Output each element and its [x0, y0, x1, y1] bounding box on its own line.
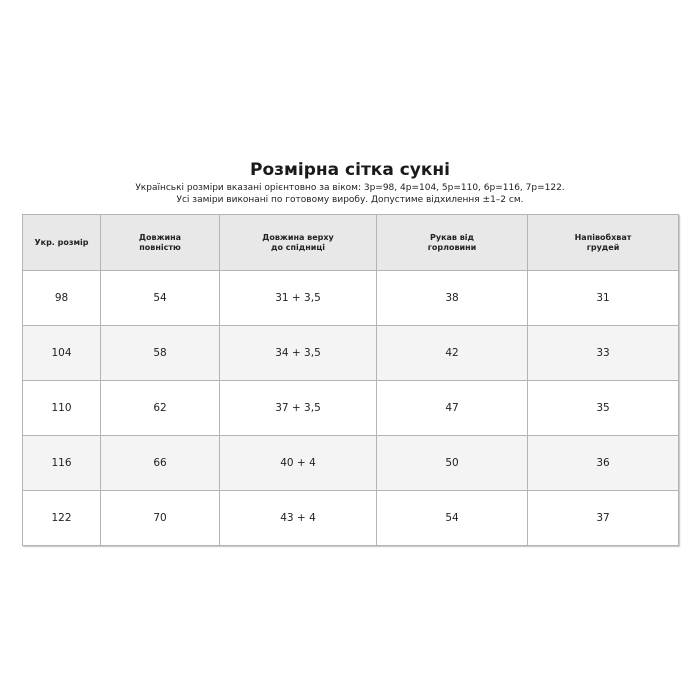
header-size: Укр. розмір	[23, 215, 101, 271]
cell-sleeve: 47	[377, 381, 528, 436]
page-title: Розмірна сітка сукні	[250, 160, 450, 180]
header-half-chest: Напівобхват грудей	[528, 215, 679, 271]
cell-full-length: 58	[101, 326, 220, 381]
subtitle-line-1: Українські розміри вказані орієнтовно за віком: 3р=98, 4р=104, 5р=110, 6р=116, 7р=122.	[135, 183, 565, 193]
cell-sleeve: 50	[377, 436, 528, 491]
header-full-length: Довжина повністю	[101, 215, 220, 271]
header-sleeve: Рукав від горловини	[377, 215, 528, 271]
table-row	[23, 271, 679, 326]
cell-size: 104	[23, 326, 101, 381]
cell-sleeve: 42	[377, 326, 528, 381]
cell-full-length: 54	[101, 271, 220, 326]
cell-half-chest: 33	[528, 326, 679, 381]
cell-size: 116	[23, 436, 101, 491]
cell-top-length: 43 + 4	[220, 491, 377, 546]
cell-size: 110	[23, 381, 101, 436]
cell-half-chest: 31	[528, 271, 679, 326]
subtitle-line-2: Усі заміри виконані по готовому виробу. Допустиме відхилення ±1–2 см.	[176, 195, 524, 205]
table-row	[23, 436, 679, 491]
cell-half-chest: 35	[528, 381, 679, 436]
cell-half-chest: 36	[528, 436, 679, 491]
cell-full-length: 66	[101, 436, 220, 491]
cell-top-length: 37 + 3,5	[220, 381, 377, 436]
cell-top-length: 40 + 4	[220, 436, 377, 491]
table-row	[23, 326, 679, 381]
cell-top-length: 34 + 3,5	[220, 326, 377, 381]
cell-full-length: 70	[101, 491, 220, 546]
cell-full-length: 62	[101, 381, 220, 436]
table-row	[23, 491, 679, 546]
cell-sleeve: 54	[377, 491, 528, 546]
cell-top-length: 31 + 3,5	[220, 271, 377, 326]
table-row	[23, 381, 679, 436]
cell-sleeve: 38	[377, 271, 528, 326]
cell-size: 98	[23, 271, 101, 326]
size-table	[22, 214, 679, 546]
table-header-row	[23, 215, 679, 271]
cell-size: 122	[23, 491, 101, 546]
header-top-length: Довжина верху до спідниці	[220, 215, 377, 271]
cell-half-chest: 37	[528, 491, 679, 546]
